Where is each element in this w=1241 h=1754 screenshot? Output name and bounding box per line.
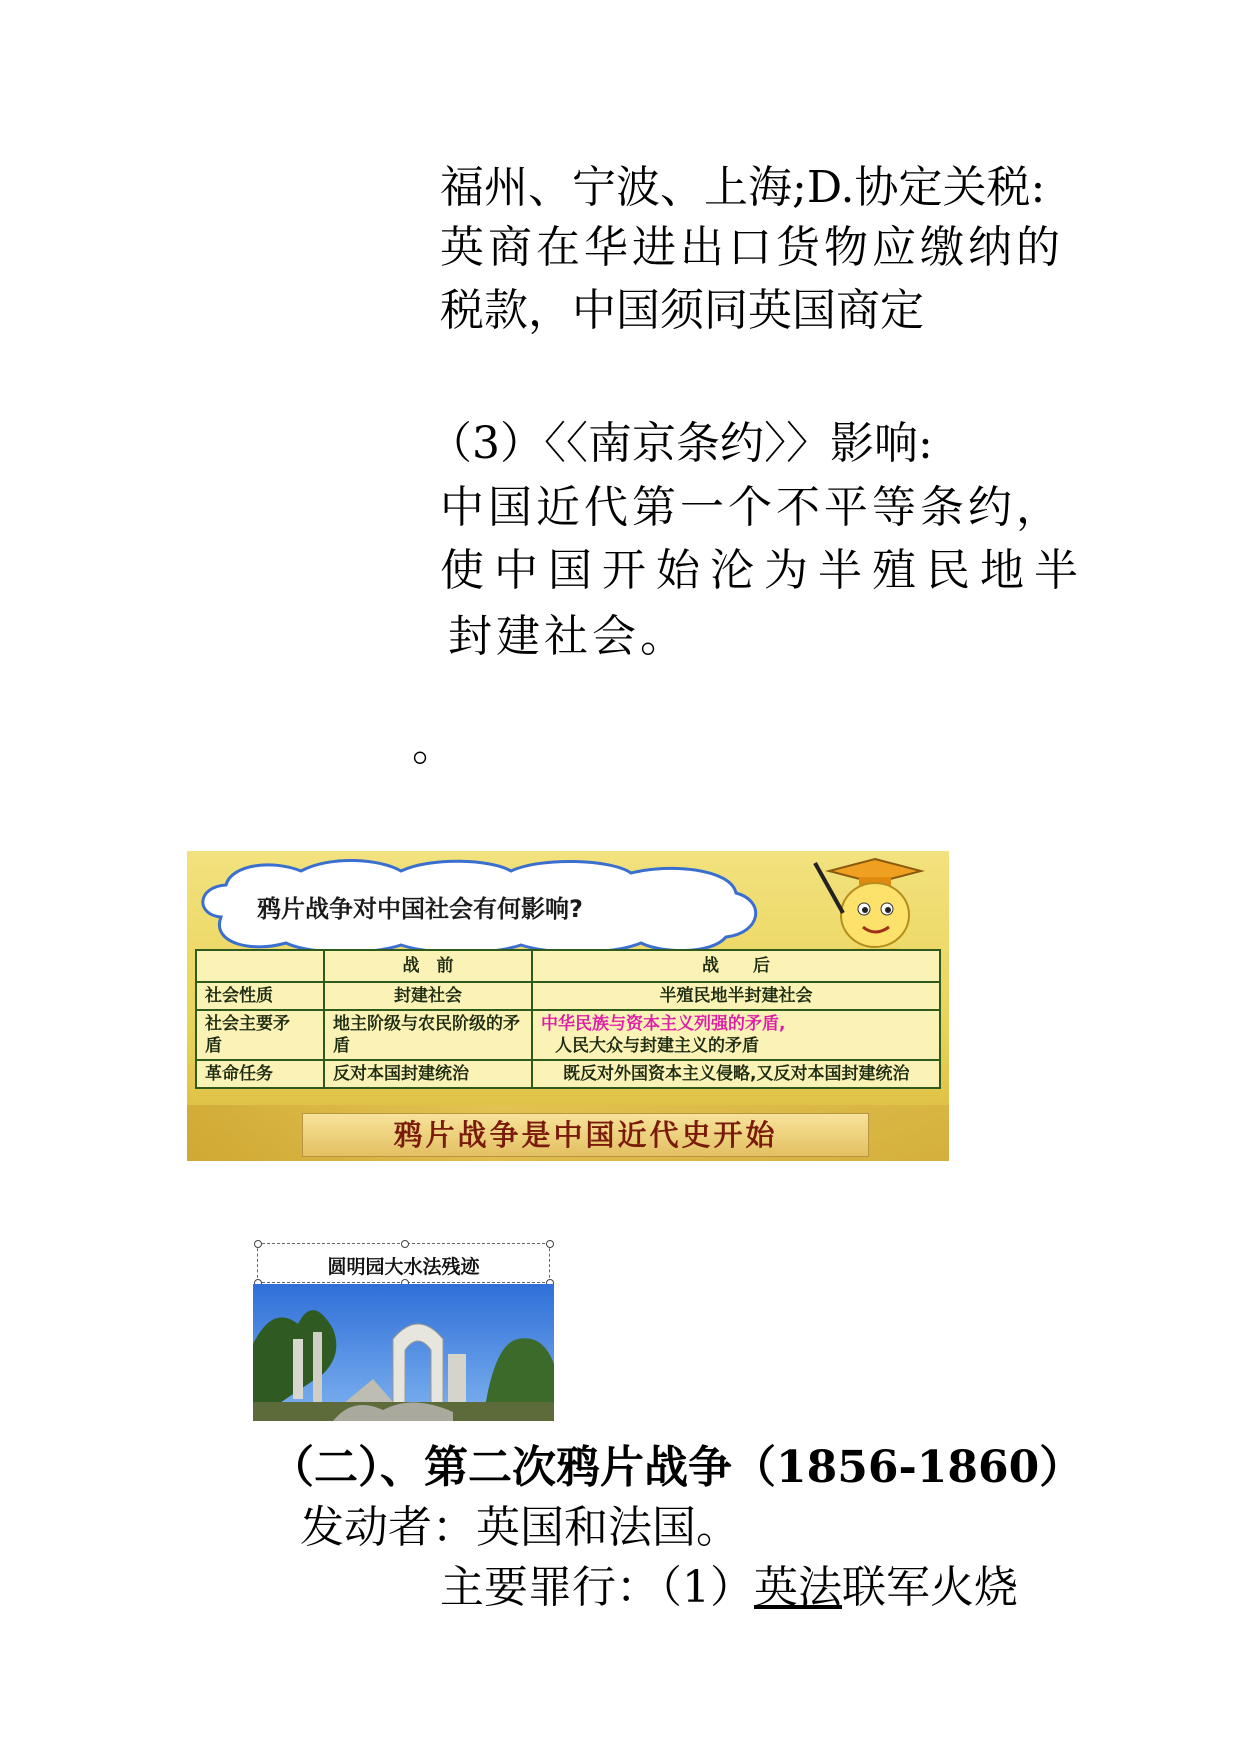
initiator-line: 发动者：英国和法国。 bbox=[300, 1502, 740, 1553]
table-header-cell: 战 前 bbox=[324, 950, 532, 982]
yuanmingyuan-photo bbox=[253, 1243, 554, 1421]
crimes-line bbox=[440, 1560, 1018, 1616]
after-cell bbox=[532, 1010, 940, 1060]
table-row bbox=[196, 982, 940, 1010]
after-cell-text: 人民大众与封建主义的矛盾 bbox=[555, 1036, 759, 1056]
after-cell-highlight: 中华民族与资本主义列强的矛盾, bbox=[541, 1014, 786, 1034]
before-cell: 地主阶级与农民阶级的矛盾 bbox=[324, 1010, 532, 1060]
after-cell: 既反对外国资本主义侵略,又反对本国封建统治 bbox=[532, 1060, 940, 1088]
slide-banner: 鸦片战争是中国近代史开始 bbox=[302, 1113, 869, 1157]
selection-handle bbox=[546, 1240, 554, 1248]
text-line-1: 福州、宁波、上海;D.协定关税: bbox=[440, 162, 1046, 213]
text-line-2: 英商在华进出口货物应缴纳的 bbox=[440, 222, 1064, 273]
table-header-row bbox=[196, 950, 940, 982]
table-header-cell: 战 后 bbox=[532, 950, 940, 982]
row-label: 社会主要矛 盾 bbox=[196, 1010, 324, 1060]
selection-handle bbox=[254, 1240, 262, 1248]
text-line-5: 中国近代第一个不平等条约， bbox=[440, 482, 1064, 533]
section-heading: （二）、第二次鸦片战争（1856-1860） bbox=[270, 1442, 1084, 1493]
row-label: 社会性质 bbox=[196, 982, 324, 1010]
crimes-underlined: 英法 bbox=[754, 1562, 842, 1613]
selection-handle bbox=[401, 1240, 409, 1248]
text-line-7: 封建社会。 bbox=[448, 611, 688, 662]
crimes-rest: 联军火烧 bbox=[842, 1562, 1018, 1613]
before-cell: 反对本国封建统治 bbox=[324, 1060, 532, 1088]
opium-war-impact-slide bbox=[187, 851, 949, 1161]
text-line-4: （3）〈〈南京条约〉〉影响: bbox=[428, 418, 933, 469]
text-line-8: 。 bbox=[412, 720, 456, 771]
before-cell: 封建社会 bbox=[324, 982, 532, 1010]
table-header-cell bbox=[196, 950, 324, 982]
teacher-mascot-icon bbox=[809, 853, 949, 963]
row-label: 革命任务 bbox=[196, 1060, 324, 1088]
table-row bbox=[196, 1060, 940, 1088]
photo-caption: 圆明园大水法残迹 bbox=[327, 1256, 480, 1278]
table-row bbox=[196, 1010, 940, 1060]
after-cell: 半殖民地半封建社会 bbox=[532, 982, 940, 1010]
text-line-3: 税款，中国须同英国商定 bbox=[440, 285, 924, 336]
ruins-picture bbox=[253, 1284, 554, 1421]
impact-comparison-table bbox=[195, 949, 941, 1089]
photo-caption-box bbox=[257, 1243, 550, 1283]
crimes-prefix: 主要罪行：（1） bbox=[440, 1562, 754, 1613]
text-line-6: 使中国开始沦为半殖民地半 bbox=[440, 545, 1088, 596]
slide-question: 鸦片战争对中国社会有何影响? bbox=[257, 895, 583, 923]
